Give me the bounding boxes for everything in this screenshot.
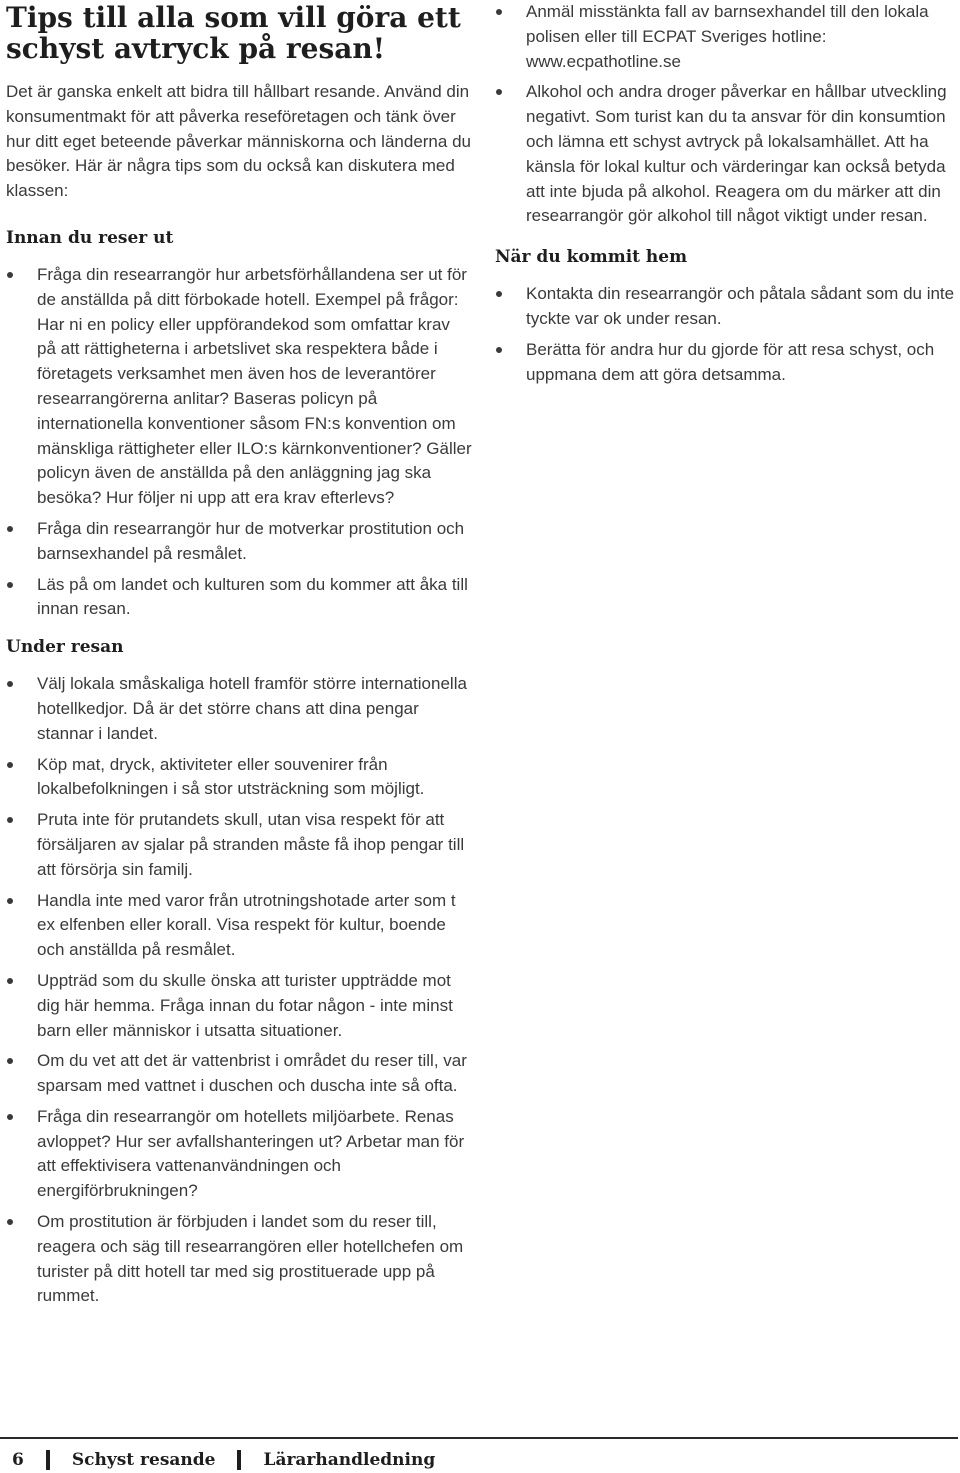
footer-separator xyxy=(46,1450,50,1470)
list-item: Läs på om landet och kulturen som du kommer att åka till innan resan. xyxy=(6,573,472,623)
list-item: Uppträd som du skulle önska att turister uppträdde mot dig här hemma. Fråga innan du fotar någon - inte minst barn eller människor i utsatta situationer. xyxy=(6,969,472,1043)
page-title: Tips till alla som vill göra ett schyst avtryck på resan! xyxy=(6,1,461,65)
list-item: Berätta för andra hur du gjorde för att resa schyst, och uppmana dem att göra detsamma. xyxy=(495,338,957,388)
section-heading-innan: Innan du reser ut xyxy=(6,227,174,248)
left-column xyxy=(6,0,472,1315)
list-item: Köp mat, dryck, aktiviteter eller souvenirer från lokalbefolkningen i så stor utsträckning som möjligt. xyxy=(6,753,472,803)
list-item: Alkohol och andra droger påverkar en hållbar utveckling negativt. Som turist kan du ta ansvar för din konsumtion och lämna ett schyst avtryck på lokalsamhället. Att ha känsla för lokal kultur och värderingar kan också betyda att inte bjuda på alkohol. Reagera om du märker att din researrangör gör alkohol till något viktigt under resan. xyxy=(495,80,957,229)
page-number: 6 xyxy=(12,1450,24,1470)
list-item: Fråga din researrangör hur de motverkar prostitution och barnsexhandel på resmålet. xyxy=(6,517,472,567)
list-item: Pruta inte för prutandets skull, utan visa respekt för att försäljaren av sjalar på stranden måste få ihop pengar till att försörja sin familj. xyxy=(6,808,472,882)
list-item: Fråga din researrangör hur arbetsförhållandena ser ut för de anställda på ditt förbokade hotell. Exempel på frågor: Har ni en policy eller uppförandekod som omfattar krav på att rättigheterna i arbetslivet ska respektera både i företagets verksamhet men även hos de leverantörer researrangörerna anlitar? Baseras policyn på internationella konventioner såsom FN:s konvention om mänskliga rättigheter eller ILO:s kärnkonventioner? Gäller policyn även de anställda på den anläggning jag ska besöka? Hur följer ni upp att era krav efterlevs? xyxy=(6,263,472,511)
list-item: Kontakta din researrangör och påtala sådant som du inte tyckte var ok under resan. xyxy=(495,282,957,332)
list-item: Om prostitution är förbjuden i landet som du reser till, reagera och säg till researrangören eller hotellchefen om turister på ditt hotell tar med sig prostituerade upp på rummet. xyxy=(6,1210,472,1309)
list-item: Om du vet att det är vattenbrist i området du reser till, var sparsam med vattnet i duschen och duscha inte så ofta. xyxy=(6,1049,472,1099)
list-innan xyxy=(6,263,472,622)
footer-divider xyxy=(0,1437,958,1439)
list-under-continued xyxy=(495,0,957,229)
list-under xyxy=(6,672,472,1309)
list-item: Välj lokala småskaliga hotell framför större internationella hotellkedjor. Då är det större chans att dina pengar stannar i landet. xyxy=(6,672,472,746)
list-item: Fråga din researrangör om hotellets miljöarbete. Renas avloppet? Hur ser avfallshanteringen ut? Arbetar man för att effektivisera vattenanvändningen och energiförbrukningen? xyxy=(6,1105,472,1204)
section-heading-hem: När du kommit hem xyxy=(495,247,688,268)
section-heading-under: Under resan xyxy=(6,637,124,658)
footer-separator xyxy=(237,1450,241,1470)
footer-guide: Lärarhandledning xyxy=(263,1450,436,1470)
list-hem xyxy=(495,282,957,387)
right-column xyxy=(495,0,957,393)
list-item: Anmäl misstänkta fall av barnsexhandel till den lokala polisen eller till ECPAT Sveriges hotline: www.ecpathotline.se xyxy=(495,0,957,74)
list-item: Handla inte med varor från utrotningshotade arter som t ex elfenben eller korall. Visa respekt för kultur, boende och anställda på resmålet. xyxy=(6,889,472,963)
intro-paragraph: Det är ganska enkelt att bidra till hållbart resande. Använd din konsumentmakt för att påverka reseföretagen och tänk över hur ditt eget beteende påverkar människorna och länderna du besöker. Här är några tips som du också kan diskutera med klassen: xyxy=(6,82,471,201)
footer-publication: Schyst resande xyxy=(71,1450,216,1470)
page-footer xyxy=(12,1448,435,1472)
